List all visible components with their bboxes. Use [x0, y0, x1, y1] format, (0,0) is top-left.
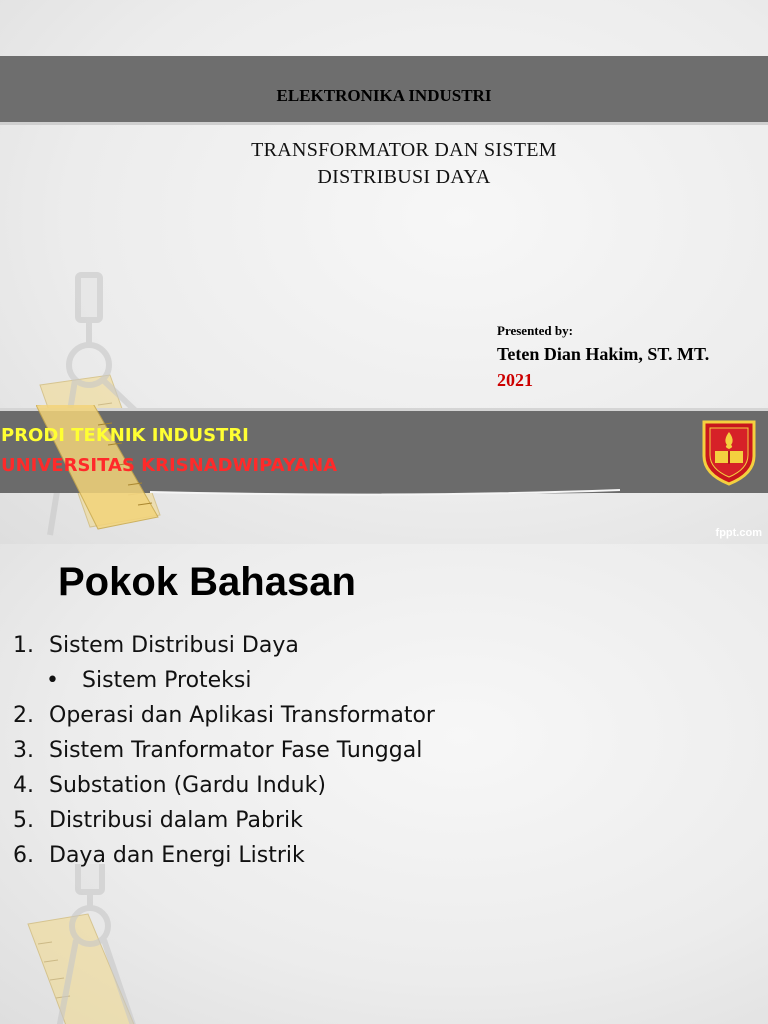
- list-item-marker: 6.: [13, 843, 34, 868]
- list-item-text: Substation (Gardu Induk): [49, 773, 326, 798]
- list-item-marker: 5.: [13, 808, 34, 833]
- list-item-marker: 3.: [13, 738, 34, 763]
- course-title: ELEKTRONIKA INDUSTRI: [276, 86, 492, 105]
- presented-by-label: Presented by:: [497, 323, 573, 338]
- list-item-text: Distribusi dalam Pabrik: [49, 808, 303, 833]
- bullet-icon: •: [46, 668, 59, 693]
- list-item-marker: 1.: [13, 633, 34, 658]
- list-item-text: Sistem Distribusi Daya: [49, 633, 299, 658]
- presentation-title: [0, 137, 768, 191]
- list-item-text: Daya dan Energi Listrik: [49, 843, 305, 868]
- compass-ruler-decoration-2: [18, 864, 188, 1024]
- list-item-text: Sistem Proteksi: [82, 668, 252, 693]
- program-name: PRODI TEKNIK INDUSTRI: [1, 425, 249, 446]
- list-item-text: Operasi dan Aplikasi Transformator: [49, 703, 435, 728]
- list-item-marker: 2.: [13, 703, 34, 728]
- title-line-2: DISTRIBUSI DAYA: [317, 166, 491, 188]
- list-item-marker: 4.: [13, 773, 34, 798]
- university-shield-logo-icon: [700, 418, 758, 486]
- title-line-1: TRANSFORMATOR DAN SISTEM: [251, 139, 557, 161]
- university-name: UNIVERSITAS KRISNADWIPAYANA: [1, 455, 338, 476]
- presentation-year: 2021: [497, 370, 533, 390]
- topics-slide: [0, 544, 768, 1024]
- author-name: Teten Dian Hakim, ST. MT.: [497, 344, 710, 364]
- list-item-text: Sistem Tranformator Fase Tunggal: [49, 738, 423, 763]
- slide-heading: Pokok Bahasan: [58, 560, 356, 604]
- watermark-text: fppt.com: [715, 527, 762, 539]
